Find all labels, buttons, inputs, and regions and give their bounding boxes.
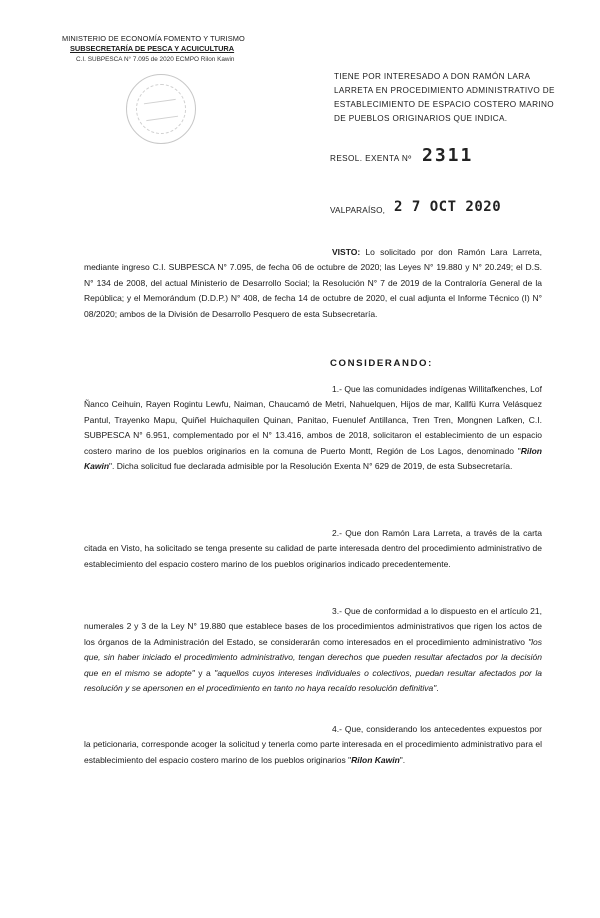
paragraph-3-quote-1: "los que, sin haber iniciado el procedimiento administrativo, tengan derechos que pueden resultar afectados por la decisión que en el mismo se adopte": [84, 636, 542, 678]
paragraph-3-text: 3.- Que de conformidad a lo dispuesto en el artículo 21, numerales 2 y 3 de la Ley N° 19.880 que establece bases de los procedimientos administrativos que rigen los actos de los órganos de la Administración del Estado, se considerarán como interesados en el procedimiento administrativo: [84, 606, 542, 647]
subsecretaria-header: SUBSECRETARÍA DE PESCA Y ACUICULTURA: [70, 44, 235, 53]
paragraph-4-text: 4.- Que, considerando los antecedentes expuestos por la peticionaria, corresponde acoger la solicitud y tenerla como parte interesada en el procedimiento administrativo para el establecimiento del espacio costero marino de los pueblos originarios ": [84, 724, 542, 765]
stamp-signature-mark: [144, 99, 178, 121]
visto-paragraph: [84, 245, 542, 322]
paragraph-1-end: ". Dicha solicitud fue declarada admisible por la Resolución Exenta N° 629 de 2019, de esta Subsecretaría.: [109, 461, 513, 472]
paragraph-1-text: 1.- Que las comunidades indígenas Willitafkenches, Lof Ñanco Ceihuin, Rayen Rogintu Lewfu, Naiman, Chaucamó de Metri, Nahuelquen, Hijos de mar, Kallfü Kurra Velásquez Pantul, Trayenko Mapu, Quiñel Huichaquilen Quinan, Panitao, Fuenulef Antillanca, Tren Tren, Mongnen Lafken, C.I. SUBPESCA N° 6.951, complementado por el N° 13.416, ambos de 2018, solicitaron el establecimiento de un espacio costero marino de los pueblos originarios en la comuna de Puerto Montt, Región de Los Lagos, denominado ": [84, 384, 542, 456]
ecmpo-name: Rilon Kawin: [84, 445, 542, 472]
official-stamp: [126, 74, 196, 144]
paragraph-3-quote-2: "aquellos cuyos intereses individuales o colectivos, puedan resultar afectados por la resolución y se apersonen en el procedimiento en tanto no haya recaído resolución definitiva": [84, 667, 542, 694]
document-title: TIENE POR INTERESADO A DON RAMÓN LARA LARRETA EN PROCEDIMIENTO ADMINISTRATIVO DE ESTABLECIMIENTO DE ESPACIO COSTERO MARINO DE PUEBLOS ORIGINARIOS QUE INDICA.: [334, 72, 555, 123]
resolution-label: RESOL. EXENTA Nº: [330, 154, 412, 163]
considerando-paragraph-4: [84, 722, 542, 768]
resolution-number: 2311: [422, 145, 474, 166]
ecmpo-name: Rilon Kawin: [351, 754, 400, 765]
considerando-paragraph-3: [84, 604, 542, 696]
considerando-heading: CONSIDERANDO:: [330, 358, 433, 369]
visto-label: VISTO:: [332, 247, 361, 257]
paragraph-3-end: .: [436, 683, 439, 694]
paragraph-4-end: ".: [399, 754, 406, 765]
considerando-paragraph-2: 2.- Que don Ramón Lara Larreta, a través de la carta citada en Visto, ha solicitado se tenga presente su calidad de parte interesada dentro del procedimiento administrativo de establecimiento del espacio costero marino de los pueblos originarios indicado precedentemente.: [84, 528, 542, 569]
considerando-paragraph-1: [84, 382, 542, 474]
paragraph-3-mid: y a: [194, 667, 215, 678]
ministry-header: MINISTERIO DE ECONOMÍA FOMENTO Y TURISMO: [62, 34, 245, 43]
reference-line: C.I. SUBPESCA N° 7.095 de 2020 ECMPO Rilon Kawin: [76, 56, 235, 63]
visto-text: Lo solicitado por don Ramón Lara Larreta, mediante ingreso C.I. SUBPESCA N° 7.095, de fecha 06 de octubre de 2020; las Leyes N° 19.880 y N° 20.249; el D.S. N° 134 de 2008, del actual Ministerio de Desarrollo Social; la Resolución N° 7 de 2019 de la Contraloría General de la República; y el Memorándum (D.D.P.) N° 408, de fecha 14 de octubre de 2020, el cual adjunta el Informe Técnico (I) N° 08/2020; ambos de la División de Desarrollo Pesquero de esta Subsecretaría.: [84, 247, 542, 319]
resolution-date: 2 7 OCT 2020: [394, 199, 502, 215]
city-label: VALPARAÍSO,: [330, 206, 386, 215]
